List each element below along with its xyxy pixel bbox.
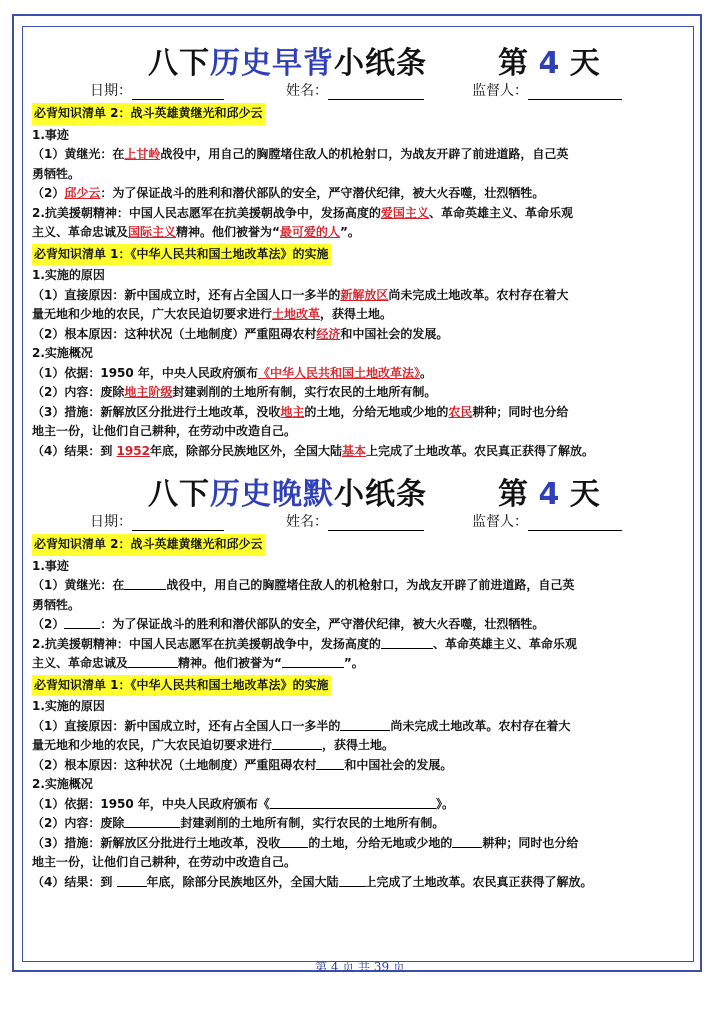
fill-blank[interactable]: [339, 874, 365, 887]
subsection-title: 1.实施的原因: [32, 268, 105, 282]
answer-text: 国际主义: [128, 225, 177, 239]
date-field[interactable]: 日期：: [90, 511, 224, 531]
fill-blank[interactable]: [64, 616, 100, 629]
answer-text: 地主: [280, 404, 305, 419]
paragraph: （2）邱少云：为了保证战斗的胜利和潜伏部队的安全，严守潜伏纪律，被大火吞噬，壮烈牺牲。: [32, 186, 545, 200]
answer-text: 1952: [116, 443, 150, 458]
paragraph: （1）黄继光：在上甘岭战役中，用自己的胸膛堵住敌人的机枪射口，为战友开辟了前进道路，自己英: [32, 147, 569, 161]
paragraph: 2.抗美援朝精神：中国人民志愿军在抗美援朝战争中，发扬高度的爱国主义、革命英雄主义、革命乐观: [32, 205, 573, 220]
paragraph: （1）依据：1950 年，中央人民政府颁布《 》。: [32, 796, 454, 811]
answer-text: 基本: [341, 443, 366, 458]
answer-text: 最可爱的人: [279, 225, 340, 239]
fill-blank[interactable]: [280, 835, 308, 848]
paragraph: 地主一份，让他们自己耕种，在劳动中改造自己。: [32, 424, 297, 438]
fill-blank[interactable]: [124, 815, 180, 828]
fill-blank[interactable]: [340, 718, 390, 731]
answer-text: 《中华人民共和国土地改革法》: [257, 365, 420, 380]
fill-blank[interactable]: [452, 835, 482, 848]
title-suffix: 小纸条: [334, 46, 427, 81]
answer-text: 爱国主义: [380, 205, 429, 220]
paragraph: （2）内容：废除地主阶级封建剥削的土地所有制，实行农民的土地所有制。: [32, 385, 437, 399]
fill-blank[interactable]: [381, 636, 433, 649]
section-header: 必背知识清单 2：战斗英雄黄继光和邱少云: [32, 534, 265, 556]
paragraph: （2）内容：废除 封建剥削的土地所有制，实行农民的土地所有制。: [32, 816, 445, 830]
fill-blank[interactable]: [316, 757, 344, 770]
paragraph: （4）结果：到 年底，除部分民族地区外，全国大陆 上完成了土地改革。农民真正获得了解放。: [32, 874, 593, 889]
name-field[interactable]: 姓名：: [286, 80, 424, 100]
paragraph: （2）根本原因：这种状况（土地制度）严重阻碍农村经济和中国社会的发展。: [32, 326, 449, 341]
page-content: [32, 32, 690, 892]
answer-text: 地主阶级: [124, 385, 173, 399]
fill-blank[interactable]: [272, 737, 322, 750]
section-header: 必背知识清单 2：战斗英雄黄继光和邱少云: [32, 103, 265, 125]
paragraph: （2）根本原因：这种状况（土地制度）严重阻碍农村 和中国社会的发展。: [32, 757, 453, 772]
subsection-title: 2.实施概况: [32, 777, 93, 791]
page-number: 第 4 页 共 39 页: [315, 960, 405, 974]
evening-info-row: [32, 507, 690, 533]
paragraph: （4）结果：到 1952年底，除部分民族地区外，全国大陆基本上完成了土地改革。农民真正获得了解放。: [32, 443, 594, 458]
paragraph: （1）直接原因：新中国成立时，还有占全国人口一多半的新解放区尚未完成土地改革。农村存在着大: [32, 287, 569, 302]
section-header: 必背知识清单 1：《中华人民共和国土地改革法》的实施: [32, 244, 331, 266]
paragraph: （2） ：为了保证战斗的胜利和潜伏部队的安全，严守潜伏纪律，被大火吞噬，壮烈牺牲。: [32, 617, 545, 631]
morning-title: [32, 32, 690, 81]
subsection-title: 1.实施的原因: [32, 699, 105, 713]
paragraph: （1）依据：1950 年，中央人民政府颁布《中华人民共和国土地改革法》。: [32, 365, 432, 380]
morning-info-row: [32, 76, 690, 102]
section-header: 必背知识清单 1：《中华人民共和国土地改革法》的实施: [32, 675, 331, 697]
subsection-title: 1.事迹: [32, 558, 69, 573]
subsection-title: 2.实施概况: [32, 346, 93, 360]
supervisor-field[interactable]: 监督人：: [472, 511, 622, 531]
paragraph: （1）直接原因：新中国成立时，还有占全国人口一多半的 尚未完成土地改革。农村存在着大: [32, 718, 571, 733]
paragraph: 2.抗美援朝精神：中国人民志愿军在抗美援朝战争中，发扬高度的 、革命英雄主义、革命乐观: [32, 636, 577, 651]
paragraph: （3）措施：新解放区分批进行土地改革，没收地主的土地，分给无地或少地的农民耕种；同时也分给: [32, 404, 569, 419]
paragraph: 量无地和少地的农民，广大农民迫切要求进行 ，获得土地。: [32, 738, 395, 752]
answer-text: 农民: [448, 404, 473, 419]
day-label: 第 4 天: [498, 477, 600, 512]
title-highlight: 历史早背: [210, 46, 334, 81]
day-label: 第 4 天: [498, 46, 600, 81]
fill-blank[interactable]: [282, 655, 344, 668]
answer-text: 新解放区: [340, 287, 389, 302]
paragraph: （3）措施：新解放区分批进行土地改革，没收 的土地，分给无地或少地的 耕种；同时也分给: [32, 835, 579, 850]
subsection-title: 1.事迹: [32, 127, 69, 142]
fill-blank[interactable]: [124, 577, 166, 590]
date-field[interactable]: 日期：: [90, 80, 224, 100]
evening-title: [32, 463, 690, 512]
paragraph: （1）黄继光：在 战役中，用自己的胸膛堵住敌人的机枪射口，为战友开辟了前进道路，自己英: [32, 578, 575, 592]
answer-text: 邱少云: [64, 186, 101, 200]
title-prefix: 八下: [148, 46, 210, 81]
title-highlight: 历史晚默: [210, 477, 334, 512]
paragraph: 主义、革命忠诚及国际主义精神。他们被誉为“最可爱的人”。: [32, 225, 360, 239]
paragraph: 勇牺牲。: [32, 166, 81, 181]
fill-blank[interactable]: [128, 655, 178, 668]
fill-blank[interactable]: [117, 874, 147, 887]
answer-text: 上甘岭: [124, 147, 161, 161]
title-suffix: 小纸条: [334, 477, 427, 512]
paragraph: 地主一份，让他们自己耕种，在劳动中改造自己。: [32, 855, 297, 869]
supervisor-field[interactable]: 监督人：: [472, 80, 622, 100]
paragraph: 量无地和少地的农民，广大农民迫切要求进行土地改革，获得土地。: [32, 307, 393, 321]
fill-blank[interactable]: [270, 796, 436, 809]
title-prefix: 八下: [148, 477, 210, 512]
answer-text: 土地改革: [272, 307, 321, 321]
paragraph: 勇牺牲。: [32, 597, 81, 612]
answer-text: 经济: [316, 326, 341, 341]
paragraph: 主义、革命忠诚及 精神。他们被誉为“ ”。: [32, 656, 364, 670]
name-field[interactable]: 姓名：: [286, 511, 424, 531]
